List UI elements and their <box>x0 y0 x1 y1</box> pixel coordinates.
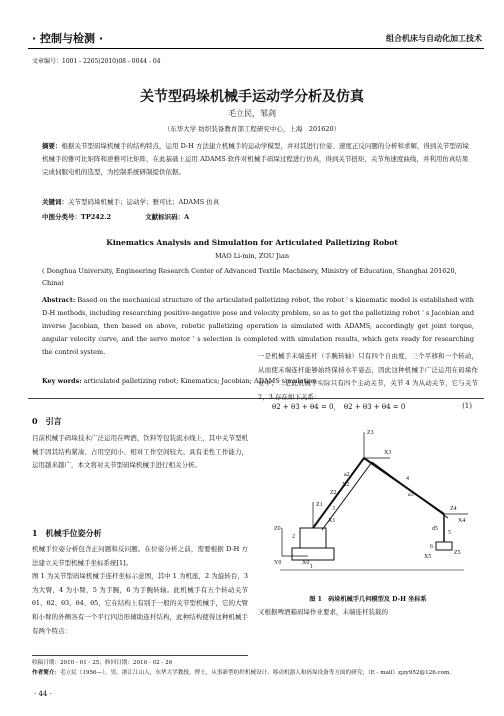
abstract-zh <box>42 140 472 179</box>
equation-1 <box>272 402 472 412</box>
english-authors: MAO Li-min, ZOU Jian <box>214 252 290 260</box>
label-z0: Z0 <box>274 526 281 532</box>
clc-number: 中图分类号：TP242.2 <box>42 213 112 221</box>
section-label: · 控制与检测 · <box>32 32 104 45</box>
keywords-zh-text: 关节型码垛机械手；运动学；雅可比；ADAMS 仿真 <box>68 198 220 206</box>
footnote-author-label: 作者简介： <box>32 670 60 676</box>
label-x0: X0 <box>302 560 310 566</box>
equation-body: θ2 + θ3 + θ4 = 0， θ2 + θ3 + θ4 = 0 <box>272 403 406 411</box>
turntable <box>300 528 326 548</box>
footnote-dates: 收稿日期：2010 - 01 - 25；修回日期：2010 - 02 - 26 <box>32 660 173 666</box>
english-title: Kinematics Analysis and Simulation for Articulated Palletizing Robot <box>106 238 398 247</box>
english-keywords-text: articulated palletizing robot; Kinematics; Jacobian; ADAMS simulation <box>83 377 317 385</box>
abstract-zh-label: 摘要： <box>42 142 62 150</box>
english-keywords-label: Key words: <box>42 377 82 385</box>
label-z2: Z2 <box>330 490 337 496</box>
keywords-zh-label: 关键词： <box>42 198 68 206</box>
english-affiliation: ( Donghua University, Engineering Research Center of Advanced Textile Machinery, Ministry of Education, Shanghai 201620, China) <box>42 267 457 287</box>
label-part-5: 5 <box>448 530 451 536</box>
label-z1: Z1 <box>316 502 323 508</box>
page-number: · 44 · <box>34 690 52 698</box>
right-column-text: 一是机械手末端连杆（手腕转轴）只有四个自由度，三个平移和一个转动，从而使末端连杆能够始终保持水平姿态，因此这种机械手广泛运用在码垛作业中；二是此机械手实际只有四个主动关节，关节 4 为从动关节，它与关节 2，3 存在如下关系： <box>258 352 478 401</box>
label-z5: Z5 <box>454 550 461 556</box>
wrist-shaft <box>436 542 452 550</box>
keywords-zh <box>42 196 472 209</box>
document-code: 文献标识码：A <box>145 213 190 221</box>
label-z4: Z4 <box>450 506 457 512</box>
label-part-4: 4 <box>406 476 409 482</box>
footnote-author <box>32 668 482 678</box>
robot-dh-diagram <box>272 418 472 580</box>
affiliation: （东华大学 纺织装备教育部工程研究中心，上海 201620） <box>163 125 341 133</box>
base-block <box>292 548 334 560</box>
label-part-2: 2 <box>292 534 295 540</box>
upper-arm <box>313 458 364 528</box>
label-a3: a3 <box>408 492 414 498</box>
classification <box>42 211 472 224</box>
article-number: 文章编号：1001 - 2265(2010)08 - 0044 - 04 <box>32 58 161 65</box>
label-part-1: 1 <box>310 564 313 570</box>
label-y0: Y0 <box>274 560 282 566</box>
journal-name: 组合机床与自动化加工技术 <box>386 34 482 43</box>
figure-caption: 图 1 码垛机械手几何模型及 D-H 坐标系 <box>309 596 427 603</box>
label-z3: Z3 <box>367 430 374 436</box>
equation-number: (1) <box>462 402 472 410</box>
label-x3: X3 <box>384 450 392 456</box>
footnote-divider <box>32 655 248 656</box>
footnote <box>32 658 482 678</box>
section-0-text: 目前机械手码垛技术广泛运用在啤酒、饮料等包装流水线上，其中关节型机械手因其结构紧凑、占用空间小、相对工作空间较大、具有柔性工作能力，运用越来越广，本文将对关节型码垛机械手进行相关分析。 <box>32 434 248 470</box>
english-abstract-label: Abstract: <box>42 296 76 304</box>
label-a2: a2 <box>344 472 350 478</box>
label-x1: X1 <box>328 518 336 524</box>
paper-title: 关节型码垛机械手运动学分析及仿真 <box>140 89 364 105</box>
journal-header <box>28 28 484 49</box>
footnote-author-text: 毛立民（1956—），男，浙江江山人，东华大学教授，博士，从事新型纺织机械设计、移动机器人和码垛设备等方面的研究；（E - mail）zjzy952@126.com。 <box>59 670 455 676</box>
label-x5: X5 <box>424 554 432 560</box>
label-x4: X4 <box>458 518 466 524</box>
label-part-6: 6 <box>430 544 433 550</box>
forearm-parallel <box>372 462 448 518</box>
authors: 毛立民，邹剑 <box>228 109 276 118</box>
label-x2: X2 <box>342 482 350 488</box>
section-1-text: 机械手位姿分析包含正问题和反问题。在位姿分析之前，需要根据 D-H 方法建立关节型机械手坐标系统[1]。 <box>32 545 248 567</box>
label-part-3: 3 <box>332 506 335 512</box>
section-1-heading: 1 机械手位姿分析 <box>32 528 102 538</box>
right-column-text-2: 又根据啤酒箱码垛作业要求，末端连杆装载的 <box>258 608 388 616</box>
label-d5: d5 <box>432 526 438 532</box>
abstract-zh-text: 根据关节型码垛机械手的结构特点，运用 D-H 方法建立机械手的运动学模型，并对其进行位姿、速度正反问题的分析和求解，得到关节型码垛机械手的雅可比矩阵和逆雅可比矩阵，在此基础上运用 ADAMS 软件对机械手码垛过程进行仿真，得到关节扭矩、关节角速度曲线，并利用仿真结果完成伺服电机的选型，为控制系统研制提供依据。 <box>42 142 469 176</box>
section-0-heading: 0 引言 <box>32 416 62 426</box>
section-1-body <box>32 543 248 638</box>
section-1-text2: 图 1 为关节型码垛机械手连杆坐标示意图，其中 1 为机座，2 为旋转台，3 为大臂，4 为小臂，5 为手腕，6 为手腕转轴。此机械手有五个转动关节 θ1、θ2、θ3、θ4、θ5，它在结构上有别于一般的关节型机械手，它的大臂和小臂的外侧各有一个平行四边形辅助连杆结构，此种结构使得这种机械手有两个特点： <box>32 572 248 635</box>
english-abstract-text: Based on the mechanical structure of the articulated palletizing robot, the robot ' s kinematic model is established with D-H methods, including researching positive-negative pose and velocity problem, so as to get the palletizing robot ' s Jacobian and inverse Jacobian, then based on above, robotic palletizing operation is simulated with ADAMS, accordingly get joint torque, angular velocity curve, and the servo motor ' s selection is completed with simulation results, which gets ready for researching the control system. <box>42 296 474 356</box>
